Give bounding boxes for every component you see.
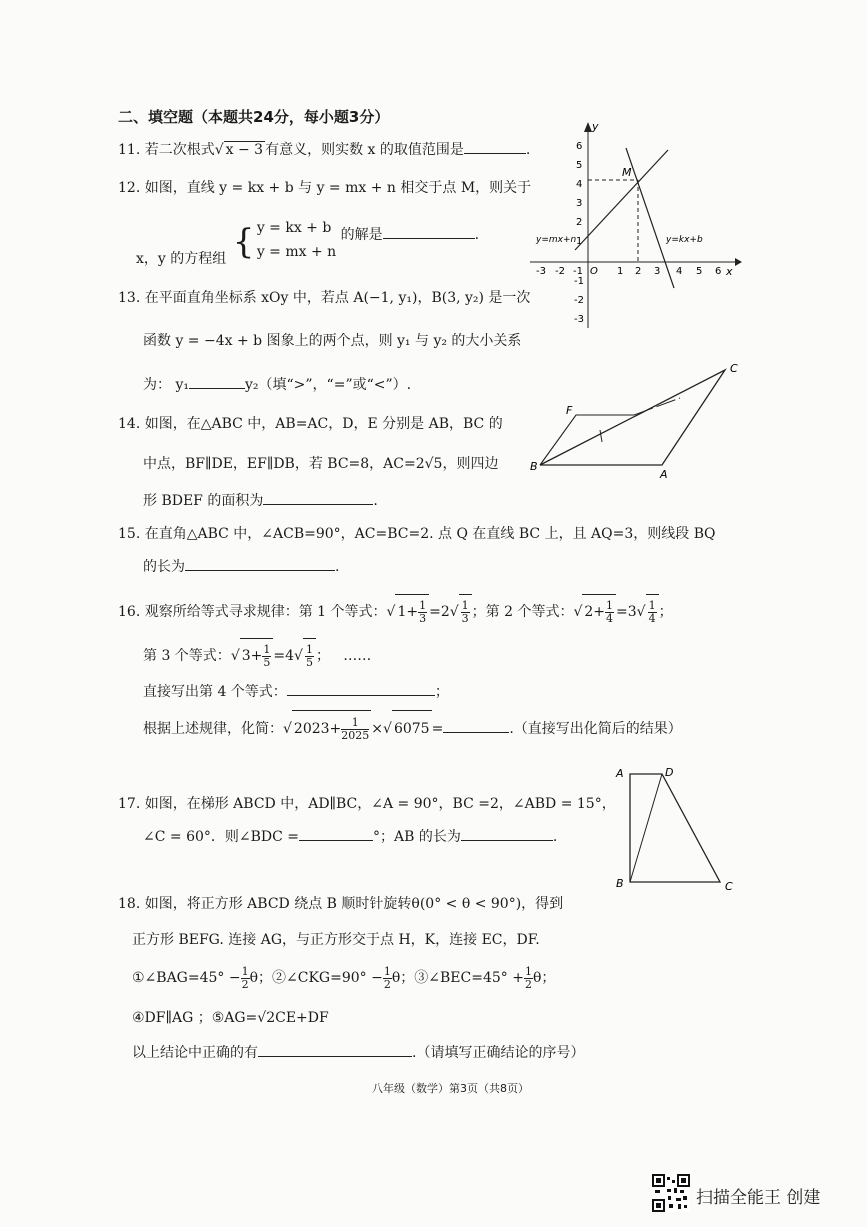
q18-line2: 正方形 BEFG. 连接 AG，与正方形交于点 H，K，连接 EC，DF.: [132, 932, 540, 948]
x-axis-label: x: [726, 265, 733, 278]
q16-line4: 直接写出第 4 个等式： ；: [143, 684, 449, 700]
y-tick: 2: [576, 217, 583, 228]
y-tick: 4: [576, 179, 583, 190]
q16-intro: 16. 观察所给等式寻求规律：第 1 个等式：: [118, 604, 387, 620]
label-c: C: [725, 880, 733, 893]
q15-line2: 的长为 .: [143, 559, 340, 575]
qr-code-icon: [652, 1174, 690, 1212]
q14-answer-blank[interactable]: [263, 492, 373, 505]
q16-line5: 根据上述规律，化简：√ 2023+ $\frac{1}{2025}$ ×√ 6075 = .（直接写出化简后的结果）: [143, 710, 682, 746]
q16-eq4-blank[interactable]: [287, 683, 435, 696]
x-axis-arrow: [735, 258, 742, 266]
point-m-label: M: [622, 166, 632, 179]
q16-eq2-den: 4: [606, 611, 614, 625]
triangle-abc: [540, 370, 725, 465]
q16-times: ×: [371, 721, 384, 737]
y-tick: -1: [574, 276, 584, 287]
half-den: 2: [524, 977, 532, 991]
q16-eq1-rnum: 1: [461, 598, 469, 612]
q16-line5-pre: 根据上述规律，化简：: [143, 721, 283, 737]
label-line1: y=mx+n: [536, 235, 577, 245]
label-c: C: [730, 362, 738, 375]
q16-eq3-num: 1: [263, 642, 271, 656]
q16-big-num: 1: [341, 717, 369, 730]
watermark-text: 扫描全能王 创建: [696, 1188, 821, 1208]
q11-answer-blank[interactable]: [464, 141, 526, 154]
q18-answer-blank[interactable]: [258, 1044, 412, 1057]
q11-post: 有意义，则实数 x 的取值范围是: [265, 142, 464, 158]
q16-big-den: 2025: [341, 728, 370, 742]
q12-eq2: y = mx + n: [256, 244, 337, 260]
diagonal-bd: [630, 774, 662, 882]
label-b: B: [530, 460, 538, 473]
origin-label: O: [590, 266, 598, 277]
q16-line2: 第 3 个等式：√ 3+ $\frac{1}{5}$ =4√ $\frac{1}{5}$ ； ……: [143, 638, 371, 672]
label-b: B: [616, 877, 624, 890]
q16-eq3-rden: 5: [305, 655, 313, 669]
q17-figure: [610, 760, 745, 895]
segment-ed: [634, 398, 680, 415]
q16-eq1-den: 3: [419, 611, 427, 625]
q13-line3-pre: 为： y₁: [143, 377, 189, 393]
label-a: A: [616, 767, 624, 780]
label-f: F: [566, 404, 573, 417]
q18-options-2: ④DF∥AG ；⑤AG=√2CE+DF: [132, 1010, 329, 1026]
q18-line5-post: .（请填写正确结论的序号）: [412, 1045, 585, 1061]
half-den: 2: [383, 977, 391, 991]
q17-line2: ∠C = 60°．则∠BDC = °；AB 的长为 .: [143, 829, 558, 845]
q18-opt3: ；③∠BEC=45° +: [400, 970, 524, 986]
label-line2: y=kx+b: [666, 235, 703, 245]
x-tick: 1: [617, 266, 624, 277]
y-tick: 3: [576, 198, 583, 209]
y-axis-arrow: [584, 122, 592, 132]
y-tick: 1: [576, 236, 583, 247]
trapezoid-abcd: [630, 774, 720, 882]
label-a: A: [660, 468, 668, 481]
q18-options-1: ①∠BAG=45° − $\frac{1}{2}$ θ；②∠CKG=90° − $\frac{1}{2}$ θ；③∠BEC=45° + $\frac{1}{2}$ θ；: [132, 964, 556, 991]
q13-line3: [143, 374, 411, 394]
x-tick: 6: [715, 266, 722, 277]
q18-opt1: ①∠BAG=45° −: [132, 970, 241, 986]
q13-answer-blank[interactable]: [189, 376, 245, 389]
x-tick: 4: [676, 266, 683, 277]
q18-line5-pre: 以上结论中正确的有: [132, 1045, 258, 1061]
line-mx-plus-n: [575, 150, 668, 250]
page-footer: 八年级（数学）第3页（共8页）: [372, 1082, 529, 1095]
q16-simplify-blank[interactable]: [443, 720, 509, 733]
q16-eq1-a: 1+: [397, 604, 419, 620]
q16-eq1-r: =2: [429, 604, 450, 620]
q12-graph: [530, 118, 745, 330]
q16-eq3-den: 5: [263, 655, 271, 669]
x-tick: -1: [573, 266, 583, 277]
q15-line2-text: 的长为: [143, 559, 185, 575]
q12-line2-pre: x，y 的方程组: [136, 251, 227, 267]
x-tick: -3: [536, 266, 546, 277]
section-title: 二、填空题（本题共24分，每小题3分）: [118, 108, 390, 126]
q16-third: 第 3 个等式：: [143, 648, 231, 664]
q14-line3-text: 形 BDEF 的面积为: [143, 493, 264, 509]
q16-line1: 16. 观察所给等式寻求规律：第 1 个等式：√ 1+ $\frac{1}{3}$ =2√ $\frac{1}{3}$ ；第 2 个等式：√ 2+ $\frac{1}{4}$ =3√ $\frac{1}{4}$ ；: [118, 594, 673, 628]
y-axis-label: y: [592, 120, 599, 133]
q14-line2: 中点，BF∥DE，EF∥DB，若 BC=8，AC=2√5，则四边: [143, 456, 499, 472]
y-tick: -2: [574, 295, 584, 306]
q18-line1: 18. 如图，将正方形 ABCD 绕点 B 顺时针旋转θ(0° < θ < 90°)，得到: [118, 896, 564, 912]
q16-eq3-r: =4: [273, 648, 295, 664]
q17-line1: 17. 如图，在梯形 ABCD 中，AD∥BC，∠A = 90°，BC =2，∠ABD = 15°，: [118, 796, 616, 812]
q17-angle-blank[interactable]: [299, 828, 373, 841]
q18-line5: [132, 1042, 584, 1062]
q16-eq2-num: 1: [606, 598, 614, 612]
half-num: 1: [241, 964, 249, 978]
question-11: 11. 若二次根式√ x − 3 有意义，则实数 x 的取值范围是 .: [118, 142, 531, 158]
q16-eq2-rden: 4: [648, 611, 656, 625]
q16-big-a: 2023+: [293, 721, 342, 737]
q17-line2-mid: °；AB 的长为: [373, 829, 461, 845]
q12-eq1: y = kx + b: [256, 220, 332, 236]
q15-line1: 15. 在直角△ABC 中，∠ACB=90°，AC=BC=2. 点 Q 在直线 BC 上，且 AQ=3，则线段 BQ: [118, 526, 716, 542]
q12-line1: 12. 如图，直线 y = kx + b 与 y = mx + n 相交于点 M，则关于: [118, 180, 532, 196]
theta: θ: [391, 970, 401, 986]
q16-eq2-a: 2+: [584, 604, 606, 620]
q17-line2-pre: ∠C = 60°．则∠BDC =: [143, 829, 300, 845]
q14-line3: 形 BDEF 的面积为 .: [143, 493, 378, 509]
q12-answer-blank[interactable]: [383, 226, 475, 239]
q16-eq3-a: 3+: [241, 648, 263, 664]
x-tick: -2: [555, 266, 565, 277]
label-d: D: [665, 766, 674, 779]
q18-opt2: ；②∠CKG=90° −: [258, 970, 383, 986]
q17-ab-blank[interactable]: [461, 828, 553, 841]
y-tick: 5: [576, 160, 583, 171]
q14-line1: 14. 如图，在△ABC 中，AB=AC，D，E 分别是 AB，BC 的: [118, 416, 503, 432]
q11-pre: 11. 若二次根式: [118, 142, 215, 158]
q16-eq3-rnum: 1: [305, 642, 313, 656]
y-tick-labels: [574, 141, 584, 325]
q16-dots: ……: [343, 648, 372, 664]
x-tick: 5: [696, 266, 703, 277]
x-tick-labels: [536, 266, 721, 277]
q14-figure: [530, 360, 745, 482]
q12-line2: x，y 的方程组 { y = kx + b y = mx + n 的解是 .: [136, 216, 479, 264]
q16-eq1-num: 1: [419, 598, 427, 612]
theta: θ: [532, 970, 542, 986]
q15-answer-blank[interactable]: [185, 558, 335, 571]
q11-radicand: x − 3: [225, 142, 264, 158]
x-tick: 2: [635, 266, 642, 277]
half-den: 2: [241, 977, 249, 991]
theta: θ: [249, 970, 259, 986]
half-num: 1: [383, 964, 391, 978]
q16-line4-text: 直接写出第 4 个等式：: [143, 684, 287, 700]
q13-line2: 函数 y = −4x + b 图象上的两个点，则 y₁ 与 y₂ 的大小关系: [143, 333, 522, 349]
q16-eq2-rnum: 1: [648, 598, 656, 612]
q16-mid: ；第 2 个等式：: [471, 604, 574, 620]
q13-line3-post: y₂（填“>”，“=”或“<”）.: [244, 377, 412, 393]
q16-eq2-r: =3: [616, 604, 637, 620]
y-tick: -3: [574, 314, 584, 325]
mark: [600, 430, 602, 442]
y-tick: 6: [576, 141, 583, 152]
half-num: 1: [524, 964, 532, 978]
q13-line1: 13. 在平面直角坐标系 xOy 中，若点 A(−1, y₁)，B(3, y₂) 是一次: [118, 290, 531, 306]
q16-rad2: 6075: [392, 710, 432, 747]
x-tick: 3: [654, 266, 661, 277]
q16-eq1-rden: 3: [461, 611, 469, 625]
q12-line2-post: 的解是: [340, 227, 383, 243]
q16-line5-post: .（直接写出化简后的结果）: [509, 721, 682, 737]
